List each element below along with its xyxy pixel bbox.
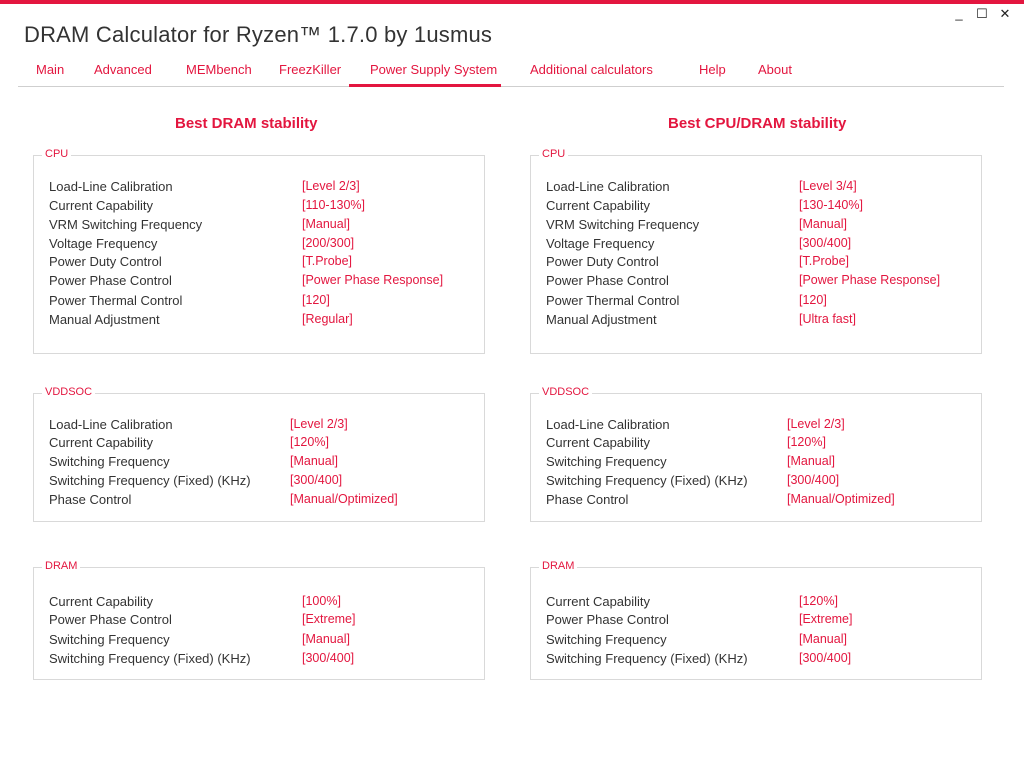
setting-label: Power Phase Control <box>49 273 172 288</box>
close-button[interactable]: ✕ <box>999 6 1011 21</box>
setting-label: Load-Line Calibration <box>49 417 173 432</box>
setting-row <box>49 632 350 651</box>
setting-label: Power Phase Control <box>546 273 669 288</box>
setting-value: [Level 2/3] <box>302 179 360 193</box>
setting-row <box>546 179 857 198</box>
setting-value: [300/400] <box>799 236 852 250</box>
setting-label: Switching Frequency <box>49 454 170 469</box>
tab-main[interactable]: Main <box>36 62 65 77</box>
setting-value: [300/400] <box>302 651 355 665</box>
setting-row <box>546 198 863 217</box>
setting-value: [120%] <box>290 435 329 449</box>
setting-value: [Ultra fast] <box>799 312 856 326</box>
setting-label: VRM Switching Frequency <box>49 217 203 232</box>
tab-power-supply-system[interactable]: Power Supply System <box>370 62 498 77</box>
setting-value: [Manual/Optimized] <box>290 492 398 506</box>
setting-value: [Extreme] <box>799 612 853 626</box>
setting-row <box>546 293 827 312</box>
left-vddsoc-group <box>33 386 485 522</box>
setting-value: [Manual] <box>799 217 847 231</box>
setting-value: [Level 3/4] <box>799 179 857 193</box>
left-dram-group <box>33 560 485 680</box>
right-vddsoc-group <box>530 386 982 522</box>
setting-label: Current Capability <box>546 594 651 609</box>
setting-row <box>546 632 847 651</box>
setting-row <box>49 612 356 631</box>
setting-value: [Manual] <box>787 454 835 468</box>
setting-label: Switching Frequency (Fixed) (KHz) <box>546 473 748 488</box>
setting-label: Current Capability <box>49 198 154 213</box>
setting-label: Load-Line Calibration <box>49 179 173 194</box>
setting-value: [Level 2/3] <box>290 417 348 431</box>
maximize-button[interactable]: ☐ <box>976 6 988 21</box>
tab-membench[interactable]: MEMbench <box>186 62 252 77</box>
setting-label: Current Capability <box>546 435 651 450</box>
setting-row <box>49 198 366 217</box>
group-title: VDDSOC <box>539 386 592 398</box>
left-column-heading: Best DRAM stability <box>175 115 318 132</box>
setting-label: Manual Adjustment <box>546 312 657 327</box>
group-title: DRAM <box>539 560 577 572</box>
setting-value: [T.Probe] <box>799 254 850 268</box>
setting-row <box>546 435 826 454</box>
setting-label: Switching Frequency (Fixed) (KHz) <box>49 473 251 488</box>
setting-label: VRM Switching Frequency <box>546 217 700 232</box>
group-title: DRAM <box>42 560 80 572</box>
setting-row <box>546 273 941 292</box>
setting-label: Current Capability <box>49 435 154 450</box>
setting-label: Voltage Frequency <box>49 236 158 251</box>
setting-row <box>49 492 398 511</box>
setting-value: [Power Phase Response] <box>302 273 444 287</box>
right-cpu-group <box>530 148 982 354</box>
group-title: CPU <box>42 148 71 160</box>
setting-label: Phase Control <box>49 492 132 507</box>
window-title: DRAM Calculator for Ryzen™ 1.7.0 by 1usmus <box>24 22 493 47</box>
setting-row <box>546 417 845 436</box>
setting-row <box>546 236 852 255</box>
setting-label: Manual Adjustment <box>49 312 160 327</box>
setting-row <box>49 594 341 613</box>
setting-label: Phase Control <box>546 492 629 507</box>
setting-row <box>546 473 840 492</box>
setting-value: [Manual] <box>302 217 350 231</box>
setting-value: [300/400] <box>799 651 852 665</box>
setting-label: Load-Line Calibration <box>546 179 670 194</box>
setting-label: Power Thermal Control <box>546 293 680 308</box>
setting-row <box>49 312 353 331</box>
setting-row <box>49 254 353 273</box>
window-accent-bar <box>0 0 1024 4</box>
setting-label: Power Duty Control <box>546 254 659 269</box>
tab-advanced[interactable]: Advanced <box>94 62 152 77</box>
setting-value: [120] <box>799 293 827 307</box>
right-column-heading: Best CPU/DRAM stability <box>668 115 847 132</box>
setting-label: Load-Line Calibration <box>546 417 670 432</box>
setting-value: [Regular] <box>302 312 353 326</box>
setting-label: Power Phase Control <box>546 612 669 627</box>
setting-row <box>49 435 329 454</box>
setting-value: [Manual] <box>799 632 847 646</box>
left-cpu-group <box>33 148 485 354</box>
setting-value: [300/400] <box>290 473 343 487</box>
setting-value: [T.Probe] <box>302 254 353 268</box>
setting-row <box>546 651 852 670</box>
minimize-button[interactable]: _ <box>955 6 963 21</box>
setting-row <box>546 312 856 331</box>
tab-additional-calculators[interactable]: Additional calculators <box>530 62 653 77</box>
setting-label: Switching Frequency <box>49 632 170 647</box>
setting-row <box>49 236 355 255</box>
setting-value: [200/300] <box>302 236 355 250</box>
group-title: VDDSOC <box>42 386 95 398</box>
setting-row <box>546 612 853 631</box>
setting-value: [Extreme] <box>302 612 356 626</box>
setting-value: [Manual/Optimized] <box>787 492 895 506</box>
right-dram-group <box>530 560 982 680</box>
setting-label: Power Thermal Control <box>49 293 183 308</box>
group-title: CPU <box>539 148 568 160</box>
setting-row <box>49 651 355 670</box>
setting-label: Current Capability <box>49 594 154 609</box>
setting-row <box>49 473 343 492</box>
setting-value: [Manual] <box>290 454 338 468</box>
setting-value: [100%] <box>302 594 341 608</box>
setting-row <box>49 293 330 312</box>
setting-row <box>49 454 338 473</box>
setting-value: [Manual] <box>302 632 350 646</box>
setting-row <box>546 217 847 236</box>
setting-label: Switching Frequency (Fixed) (KHz) <box>546 651 748 666</box>
setting-value: [Power Phase Response] <box>799 273 941 287</box>
tab-bar-divider <box>18 86 1004 87</box>
setting-row <box>546 254 850 273</box>
setting-label: Power Duty Control <box>49 254 162 269</box>
setting-label: Switching Frequency <box>546 454 667 469</box>
setting-value: [110-130%] <box>302 198 366 212</box>
tab-help[interactable]: Help <box>699 62 726 77</box>
active-tab-indicator <box>349 84 501 87</box>
setting-row <box>546 454 835 473</box>
setting-row <box>49 417 348 436</box>
setting-row <box>49 217 350 236</box>
setting-label: Switching Frequency (Fixed) (KHz) <box>49 651 251 666</box>
setting-row <box>49 179 360 198</box>
setting-value: [120%] <box>799 594 838 608</box>
setting-label: Voltage Frequency <box>546 236 655 251</box>
tab-about[interactable]: About <box>758 62 792 77</box>
tab-freezkiller[interactable]: FreezKiller <box>279 62 342 77</box>
setting-value: [Level 2/3] <box>787 417 845 431</box>
tab-bar <box>0 58 1004 88</box>
setting-label: Power Phase Control <box>49 612 172 627</box>
setting-row <box>546 492 895 511</box>
setting-value: [120] <box>302 293 330 307</box>
setting-value: [120%] <box>787 435 826 449</box>
setting-label: Switching Frequency <box>546 632 667 647</box>
setting-row <box>546 594 838 613</box>
setting-value: [300/400] <box>787 473 840 487</box>
setting-label: Current Capability <box>546 198 651 213</box>
setting-row <box>49 273 444 292</box>
setting-value: [130-140%] <box>799 198 863 212</box>
